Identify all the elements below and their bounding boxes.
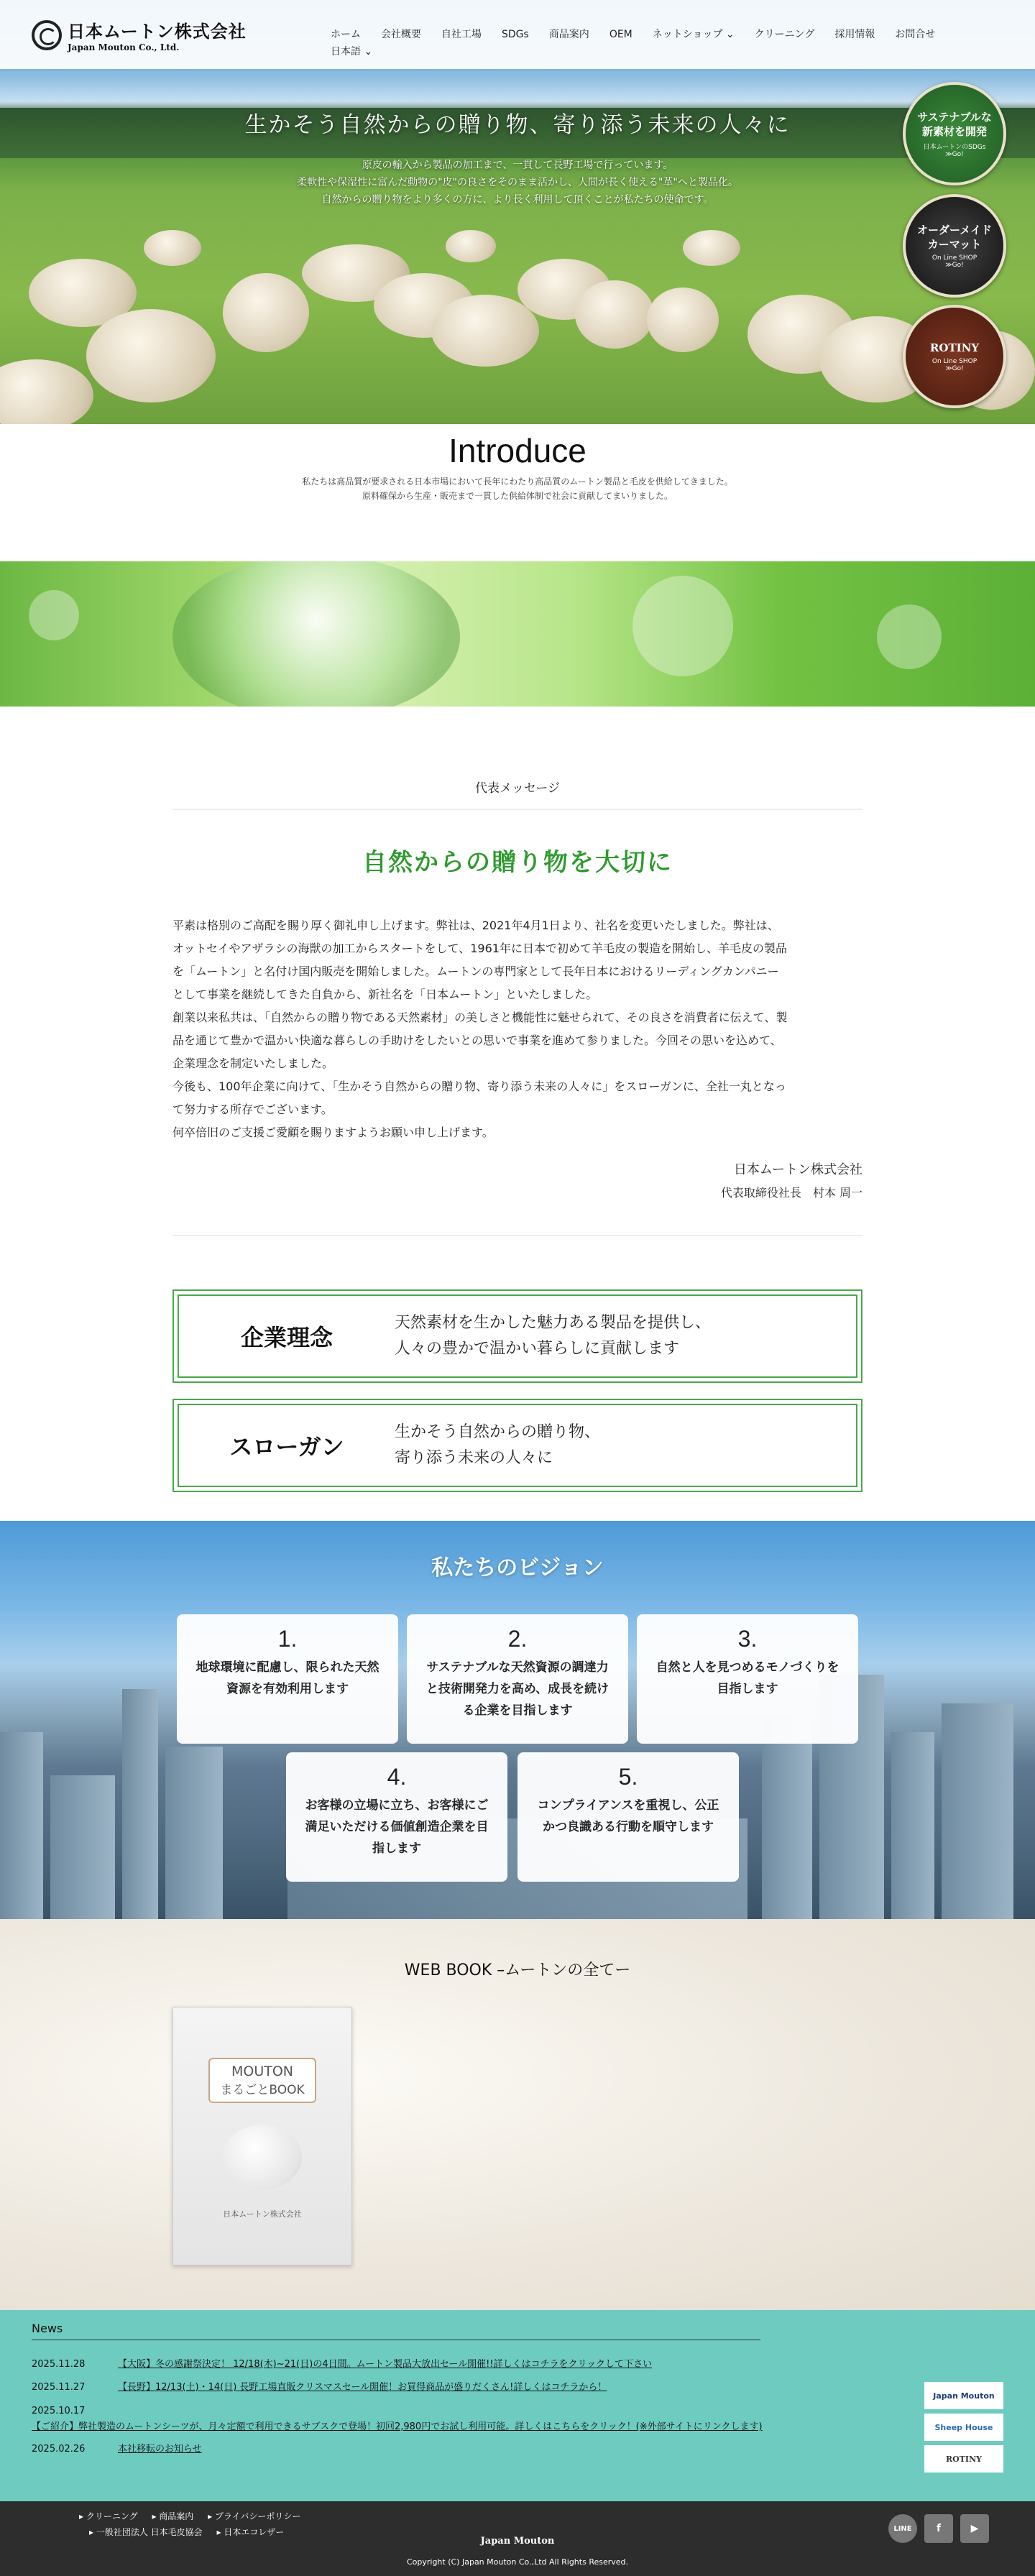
news-link[interactable]: 本社移転のお知らせ [118,2444,202,2455]
philosophy-text: 天然素材を生かした魅力ある製品を提供し、 人々の豊かで温かい暮らしに貢献します [395,1314,712,1358]
news-link[interactable]: 【長野】12/13(土)・14(日) 長野工場直販クリスマスセール開催！お買得商品が盛りだくさん!詳しくはコチラから！ [118,2382,607,2393]
nav-factory[interactable]: 自社工場 [441,29,482,40]
footer-link-privacy[interactable]: ▸ プライバシーポリシー [208,2511,301,2521]
vision-card-5: 5. コンプライアンスを重視し、公正かつ良識ある行動を順守します [518,1752,739,1882]
message-heading: 代表メッセージ [172,778,862,810]
carmat-badge-link[interactable]: オーダーメイド カーマット On Line SHOP ≫Go! [903,194,1006,298]
site-footer [0,2501,1035,2576]
nav-contact[interactable]: お問合せ [895,29,936,40]
japan-mouton-logo-link[interactable]: Japan Mouton [924,2382,1003,2409]
lamb-plush-image [223,2125,302,2189]
introduce-title: Introduce [448,432,586,469]
webbook-cover-link[interactable]: MOUTON まるごとBOOK 日本ムートン株式会社 [172,2007,352,2266]
youtube-icon[interactable]: ▶ [960,2514,989,2543]
message-signature: 日本ムートン株式会社 代表取締役社長 村本 周一 [172,1159,862,1236]
footer-logo: Japan Mouton [480,2536,555,2547]
copyright: Copyright (C) Japan Mouton Co.,Ltd All Rights Reserved. [406,2557,629,2567]
nav-sdgs[interactable]: SDGs [502,29,529,40]
slogan-label: スローガン [229,1433,344,1460]
news-item: 2025.11.27 【長野】12/13(土)・14(日) 長野工場直販クリスマスセール開催！お買得商品が盛りだくさん!詳しくはコチラから！ [32,2376,772,2399]
spiral-logo-icon [32,20,62,50]
news-list [32,2353,772,2461]
nav-netshop[interactable]: ネットショップ ⌄ [652,29,735,40]
footer-link-cleaning[interactable]: ▸ クリーニング [79,2511,138,2521]
nav-company[interactable]: 会社概要 [381,29,421,40]
language-selector[interactable]: 日本語 ⌄ [331,46,373,58]
vision-card-4: 4. お客様の立場に立ち、お客様にご満足いただける価値創造企業を目指します [286,1752,507,1882]
nav-home[interactable]: ホーム [331,29,361,40]
corporate-philosophy-box [172,1289,862,1383]
slogan-text: 生かそう自然からの贈り物、 寄り添う未来の人々に [395,1423,601,1467]
sheep-house-logo-link[interactable]: Sheep House [924,2414,1003,2441]
vision-title: 私たちのビジョン [431,1555,604,1581]
philosophy-label: 企業理念 [240,1324,333,1351]
site-header [0,0,1035,69]
nav-products[interactable]: 商品案内 [548,29,589,40]
social-links [888,2514,989,2543]
vision-card-1: 1. 地球環境に配慮し、限られた天然資源を有効利用します [177,1614,398,1744]
webbook-section [0,1919,1035,2310]
nav-recruit[interactable]: 採用情報 [834,29,875,40]
news-link[interactable]: 【大阪】冬の感謝祭決定！ 12/18(木)~21(日)の4日間。ムートン製品大放出セール開催!!詳しくはコチラをクリックして下さい [118,2359,653,2370]
introduce-section [0,431,1035,503]
introduce-text: 私たちは高品質が要求される日本市場において長年にわたり高品質のムートン製品と毛皮を供給してきました。 原料確保から生産・販売まで一貫した供給体制で社会に貢献してまいりました。 [302,477,733,501]
news-item: 2025.10.17 【ご紹介】弊社製造のムートンシーツが、月々定額で利用できるサブスクで登場！初回2,980円でお試し利用可能。詳しくはこちらをクリック！(※外部サイトにリンクします) [32,2404,772,2435]
news-link[interactable]: 【ご紹介】弊社製造のムートンシーツが、月々定額で利用できるサブスクで登場！初回2,980円でお試し利用可能。詳しくはこちらをクリック！(※外部サイトにリンクします) [32,2421,763,2432]
vision-section [0,1521,1035,1919]
message-title: 自然からの贈り物を大切に [362,848,673,877]
news-title: News [32,2322,760,2340]
sdgs-badge-link[interactable]: サステナブルな 新素材を開発 日本ムートンのSDGs ≫Go! [903,82,1006,185]
webbook-title: WEB BOOK –ムートンの全てー [404,1961,631,1979]
footer-link-fur-association[interactable]: ▸ 一般社団法人 日本毛皮協会 [89,2527,203,2537]
glass-globe-image [172,561,460,707]
slogan-box [172,1399,862,1492]
hero-title: 生かそう自然からの贈り物、寄り添う未来の人々に [244,112,791,138]
nav-oem[interactable]: OEM [609,29,632,40]
hero-subtitle: 原皮の輸入から製品の加工まで、一貫して長野工場で行っています。 柔軟性や保湿性に富んだ動物の"皮"の良さをそのまま活かし、人間が長く使える"革"へと製品化。 自然からの贈り物をより多くの方に、より長く利用して頂くことが私たちの使命です。 [297,160,738,206]
main-nav [331,26,992,60]
message-body: 平素は格別のご高配を賜り厚く御礼申し上げます。弊社は、2021年4月1日より、社名を変更いたしました。弊社は、 オットセイやアザラシの海獣の加工からスタートをして、1961年に日本で初めて羊毛皮の製造を開始し、羊毛皮の製品 を「ムートン」と名付け国内販売を開始しました。ムートンの専門家として長年日本におけるリーディングカンパニー として事業を継続してきた自負から、新社名を「日本ムートン」といたしました。 創業以来私共は、「自然からの贈り物である天然素材」の美しさと機能性に魅せられて、その良さを消費者に伝えて、製 品を通じて豊かで温かい快適な暮らしの手助けをしたいとの思いで事業を進めて参りました。今回その思いを込めて、 企業理念を制定いたしました。 今後も、100年企業に向けて、「生かそう自然からの贈り物、寄り添う未来の人々に」をスローガンに、全社一丸となっ て努力する所存でございます。 何卒倍旧のご支援ご愛顧を賜りますようお願い申し上げます。 [172,919,788,1139]
footer-link-eco-leather[interactable]: ▸ 日本エコレザー [216,2527,285,2537]
rotiny-badge-link[interactable]: ROTINY On Line SHOP ≫Go! [903,305,1006,408]
line-icon[interactable]: LINE [888,2514,917,2543]
rotiny-logo-link[interactable]: ROTINY [924,2445,1003,2472]
nature-image-band [0,561,1035,707]
vision-card-3: 3. 自然と人を見つめるモノづくりを目指します [637,1614,858,1744]
facebook-icon[interactable]: f [924,2514,953,2543]
partner-logos [924,2382,1003,2477]
news-item: 2025.11.28 【大阪】冬の感謝祭決定！ 12/18(木)~21(日)の4日間。ムートン製品大放出セール開催!!詳しくはコチラをクリックして下さい [32,2353,772,2376]
news-item: 2025.02.26 本社移転のお知らせ [32,2438,772,2461]
site-logo[interactable]: 日本ムートン株式会社 Japan Mouton Co., Ltd. [32,17,247,52]
footer-link-products[interactable]: ▸ 商品案内 [152,2511,194,2521]
webbook-cover-label: MOUTON まるごとBOOK [208,2058,316,2103]
news-section [0,2310,1035,2501]
nav-cleaning[interactable]: クリーニング [754,29,815,40]
vision-card-2: 2. サステナブルな天然資源の調達力と技術開発力を高め、成長を続ける企業を目指します [407,1614,628,1744]
